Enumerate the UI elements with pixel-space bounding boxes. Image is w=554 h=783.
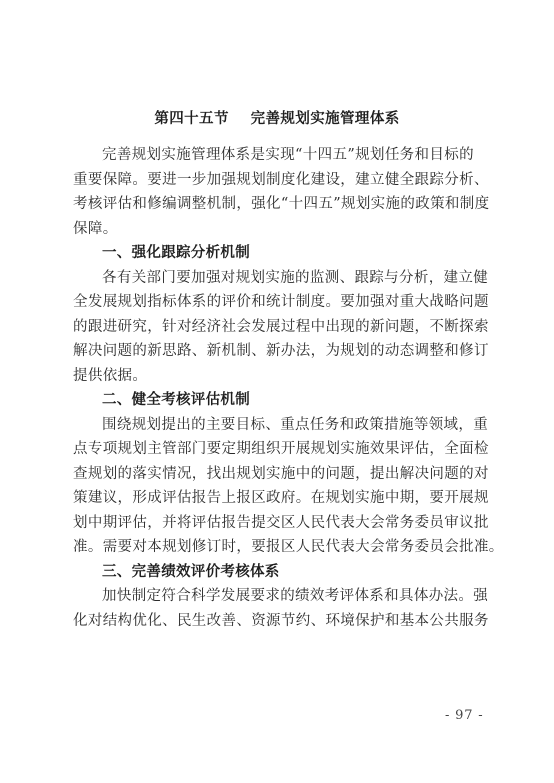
paragraph-line: 划中期评估，并将评估报告提交区人民代表大会常务委员审议批 — [73, 514, 489, 531]
subsection-heading-3: 三、完善绩效评价考核体系 — [102, 563, 280, 580]
subsection-heading-1: 一、强化跟踪分析机制 — [102, 245, 250, 261]
body-text — [73, 143, 504, 633]
paragraph-line: 加快制定符合科学发展要求的绩效考评体系和具体办法。强 — [102, 588, 489, 604]
paragraph-line: 化对结构优化、民生改善、资源节约、环境保护和基本公共服务 — [73, 612, 489, 629]
paragraph-line: 的跟进研究，针对经济社会发展过程中出现的新问题，不断探索 — [73, 318, 489, 335]
intro-line: 保障。 — [73, 220, 118, 237]
intro-line: 考核评估和修编调整机制，强化“十四五”规划实施的政策和制度 — [73, 196, 490, 212]
paragraph-line: 策建议，形成评估报告上报区政府。在规划实施中期，要开展规 — [73, 490, 489, 506]
paragraph-line: 提供依据。 — [73, 367, 148, 384]
paragraph-line: 查规划的落实情况，找出规划实施中的问题，提出解决问题的对 — [73, 465, 489, 482]
paragraph-line: 各有关部门要加强对规划实施的监测、跟踪与分析，建立健 — [102, 269, 489, 286]
paragraph-line: 解决问题的新思路、新机制、新办法，为规划的动态调整和修订 — [73, 343, 489, 359]
paragraph-line: 围绕规划提出的主要目标、重点任务和政策措施等领域，重 — [102, 416, 489, 433]
page-number: - 97 - — [445, 708, 484, 723]
paragraph-line: 全发展规划指标体系的评价和统计制度。要加强对重大战略问题 — [73, 294, 489, 310]
section-title: 第四十五节 完善规划实施管理体系 — [154, 110, 400, 127]
paragraph-line: 点专项规划主管部门要定期组织开展规划实施效果评估，全面检 — [73, 441, 489, 457]
intro-line: 重要保障。要进一步加强规划制度化建设，建立健全跟踪分析、 — [73, 171, 489, 188]
subsection-heading-2: 二、健全考核评估机制 — [102, 392, 250, 408]
paragraph-line: 准。需要对本规划修订时，要报区人民代表大会常务委员会批准。 — [73, 539, 504, 555]
intro-line: 完善规划实施管理体系是实现“十四五”规划任务和目标的 — [102, 147, 474, 163]
